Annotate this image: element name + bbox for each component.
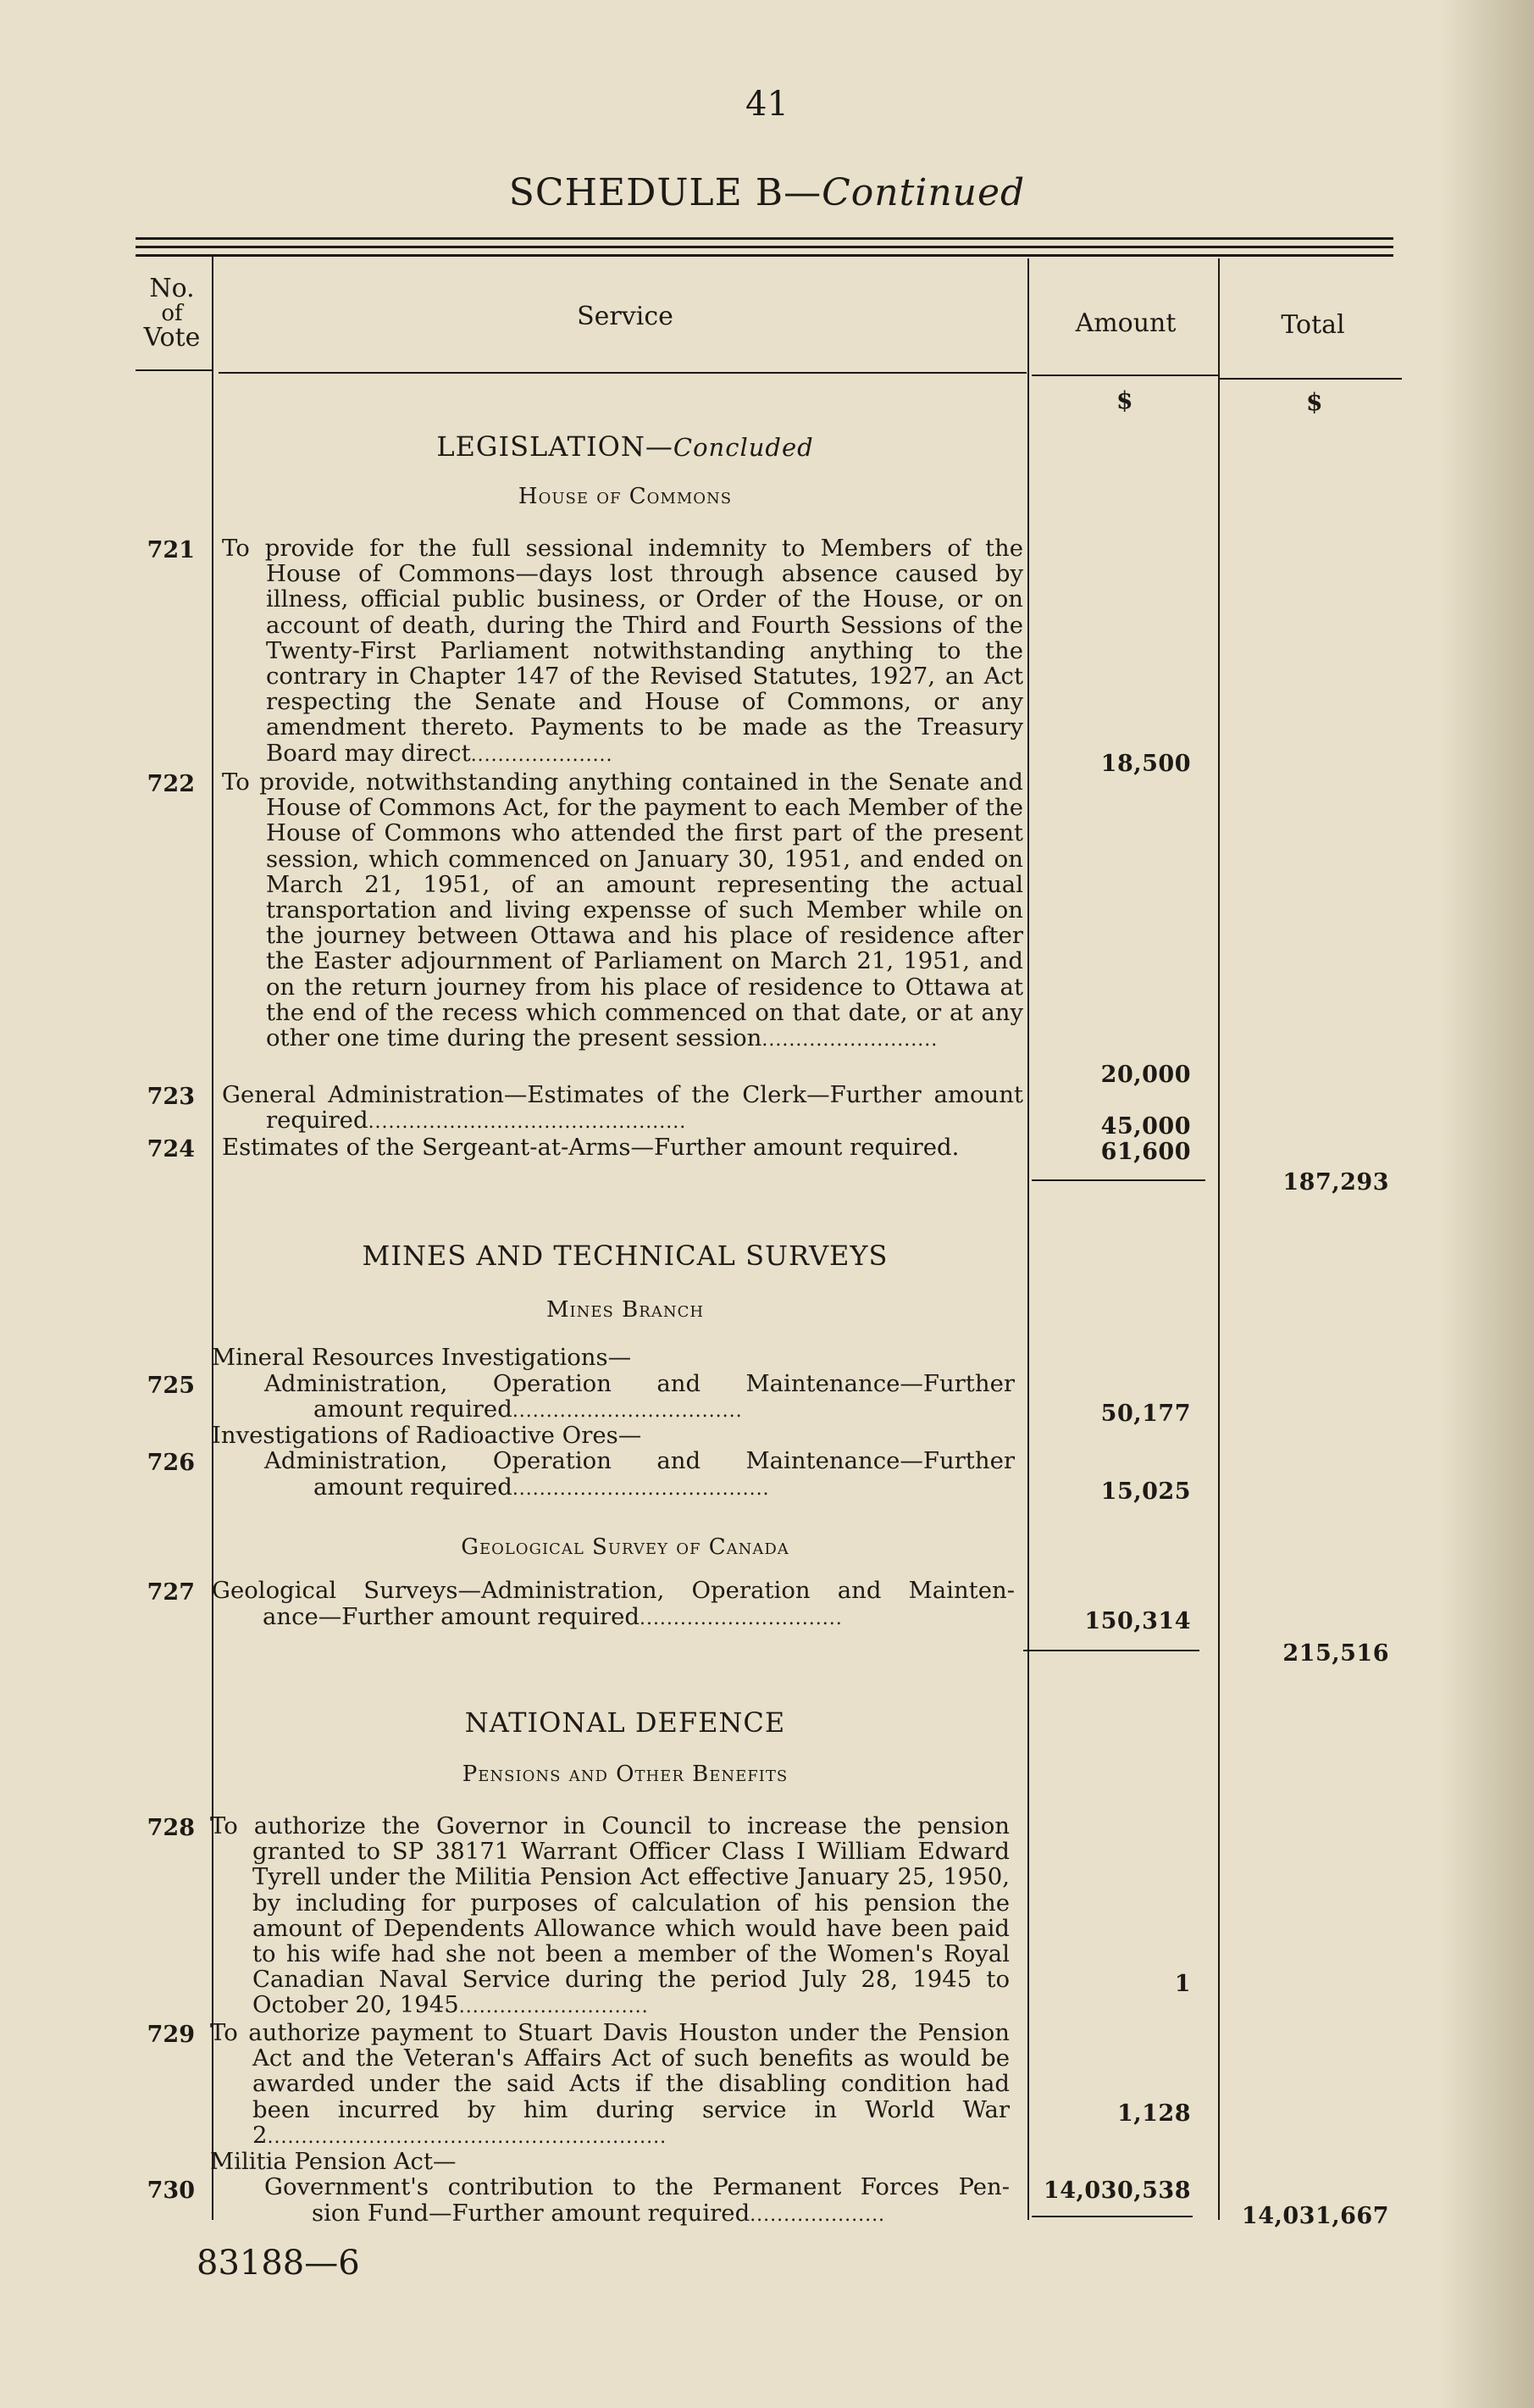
- service-text-727-line2: ance—Further amount required..............................: [263, 1603, 843, 1630]
- amount-729: 1,128: [1116, 2100, 1191, 2127]
- service-text-721: To provide for the full sessional indemnity to Members of the House of Commons—days lost through absence caused by illness, official public business, or Order of the House, or on account of death, during the Third and Fourth Sessions of the Twenty-First Parliament notwithstanding anything to the contrary in Chapter 147 of the Revised Statutes, 1927, an Act respecting the Senate and House of Commons, or any amendment thereto. Payments to be made as the Treasury Board may direct.....................: [222, 535, 1023, 767]
- total-column-header: Total: [1281, 310, 1345, 340]
- section-heading-legislation: LEGISLATION—Concluded: [436, 430, 814, 463]
- total-mines: 215,516: [1282, 1640, 1389, 1667]
- amount-722: 20,000: [1100, 1062, 1191, 1088]
- header-rule-total: [1220, 378, 1402, 380]
- service-text-726-line1: Administration, Operation and Maintenance—Further: [264, 1447, 1015, 1474]
- amount-721: 18,500: [1100, 751, 1191, 777]
- service-text-725-line1: Administration, Operation and Maintenance—Further: [264, 1370, 1015, 1397]
- subsection-mines-branch: Mines Branch: [545, 1297, 705, 1323]
- amount-726: 15,025: [1100, 1479, 1191, 1505]
- total-legislation: 187,293: [1282, 1169, 1389, 1196]
- subsection-house-of-commons: House of Commons: [518, 484, 733, 509]
- group-mineral-resources: Mineral Resources Investigations—: [212, 1344, 632, 1371]
- vote-number-726: 726: [147, 1450, 195, 1476]
- header-rule-vote: [136, 369, 213, 371]
- section-heading-national-defence: NATIONAL DEFENCE: [464, 1706, 786, 1739]
- service-text-728: To authorize the Governor in Council to increase the pension granted to SP 38171 Warrant Officer Class I William Edward Tyrell under the Militia Pension Act effective January 25, 1950, by including for purposes of calculation of his pension the amount of Dependents Allowance which would have been paid to his wife had she not been a member of the Women's Royal Canadian Naval Service during the period July 28, 1945 to October 20, 1945............................: [210, 1812, 1010, 2019]
- subsection-geological-survey: Geological Survey of Canada: [461, 1534, 789, 1560]
- section-heading-mines: MINES AND TECHNICAL SURVEYS: [362, 1240, 889, 1272]
- vote-number-727: 727: [147, 1579, 195, 1606]
- total-defence: 14,031,667: [1241, 2203, 1389, 2229]
- service-text-723: General Administration—Estimates of the Clerk—Further amount required...............................................: [222, 1081, 1023, 1135]
- service-text-727-line1: Geological Surveys—Administration, Operation and Mainten-: [212, 1577, 1015, 1604]
- top-double-rule-2: [136, 246, 1393, 248]
- vote-number-724: 724: [147, 1136, 195, 1162]
- vote-number-725: 725: [147, 1373, 195, 1399]
- page-number: 41: [745, 85, 789, 124]
- schedule-title: SCHEDULE B—Continued: [508, 171, 1026, 214]
- service-text-730-line2: sion Fund—Further amount required....................: [312, 2200, 886, 2227]
- subsection-pensions-benefits: Pensions and Other Benefits: [462, 1762, 789, 1787]
- subtotal-rule-defence: [1032, 2216, 1193, 2217]
- top-double-rule-1: [136, 237, 1393, 240]
- service-text-722: To provide, notwithstanding anything contained in the Senate and House of Commons Act, for the payment to each Member of the House of Commons who attended the first part of the present session, which commenced on January 30, 1951, and ended on March 21, 1951, of an amount representing the actual transportation and living expensse of such Member while on the journey between Ottawa and his place of residence after the Easter adjournment of Parliament on March 21, 1951, and on the return journey from his place of residence to Ottawa at the end of the recess which commenced on that date, or at any other one time during the present session..........................: [222, 768, 1023, 1052]
- amount-724: 61,600: [1100, 1139, 1191, 1165]
- group-radioactive-ores: Investigations of Radioactive Ores—: [212, 1422, 642, 1449]
- top-double-rule-3: [136, 254, 1393, 257]
- amount-727: 150,314: [1084, 1608, 1191, 1634]
- page-edge-shadow: [1440, 0, 1534, 2408]
- service-text-724: Estimates of the Sergeant-at-Arms—Further amount required.: [222, 1134, 960, 1161]
- amount-column-header: Amount: [1075, 308, 1177, 338]
- header-rule-amount: [1032, 375, 1220, 376]
- service-text-729: To authorize payment to Stuart Davis Houston under the Pension Act and the Veteran's Affairs Act of such benefits as would be awarded under the said Acts if the disabling condition had been incurred by him during service in World War 2...........................................................: [210, 2019, 1010, 2149]
- amount-column-divider: [1218, 258, 1220, 2220]
- vote-number-723: 723: [147, 1084, 195, 1110]
- vote-number-722: 722: [147, 771, 195, 797]
- header-rule-service: [219, 372, 1027, 374]
- amount-725: 50,177: [1100, 1401, 1191, 1427]
- service-text-726-line2: amount required......................................: [313, 1473, 770, 1501]
- service-column-header: Service: [577, 302, 673, 331]
- group-militia-pension-act: Militia Pension Act—: [210, 2148, 457, 2175]
- service-text-725-line2: amount required..................................: [313, 1395, 743, 1423]
- amount-723: 45,000: [1100, 1113, 1191, 1140]
- amount-730: 14,030,538: [1043, 2178, 1191, 2204]
- subtotal-rule-mines: [1023, 1650, 1199, 1651]
- vote-column-header: No. of Vote: [143, 274, 201, 352]
- service-text-730-line1: Government's contribution to the Permanent Forces Pen-: [264, 2173, 1010, 2200]
- amount-728: 1: [1174, 1971, 1191, 1997]
- vote-number-730: 730: [147, 2178, 195, 2204]
- subtotal-rule-legislation: [1032, 1179, 1205, 1181]
- total-currency-symbol: $: [1306, 388, 1323, 416]
- vote-number-721: 721: [147, 537, 195, 563]
- footer-print-number: 83188—6: [197, 2244, 360, 2283]
- vote-number-728: 728: [147, 1815, 195, 1841]
- amount-currency-symbol: $: [1116, 386, 1133, 414]
- vote-number-729: 729: [147, 2022, 195, 2048]
